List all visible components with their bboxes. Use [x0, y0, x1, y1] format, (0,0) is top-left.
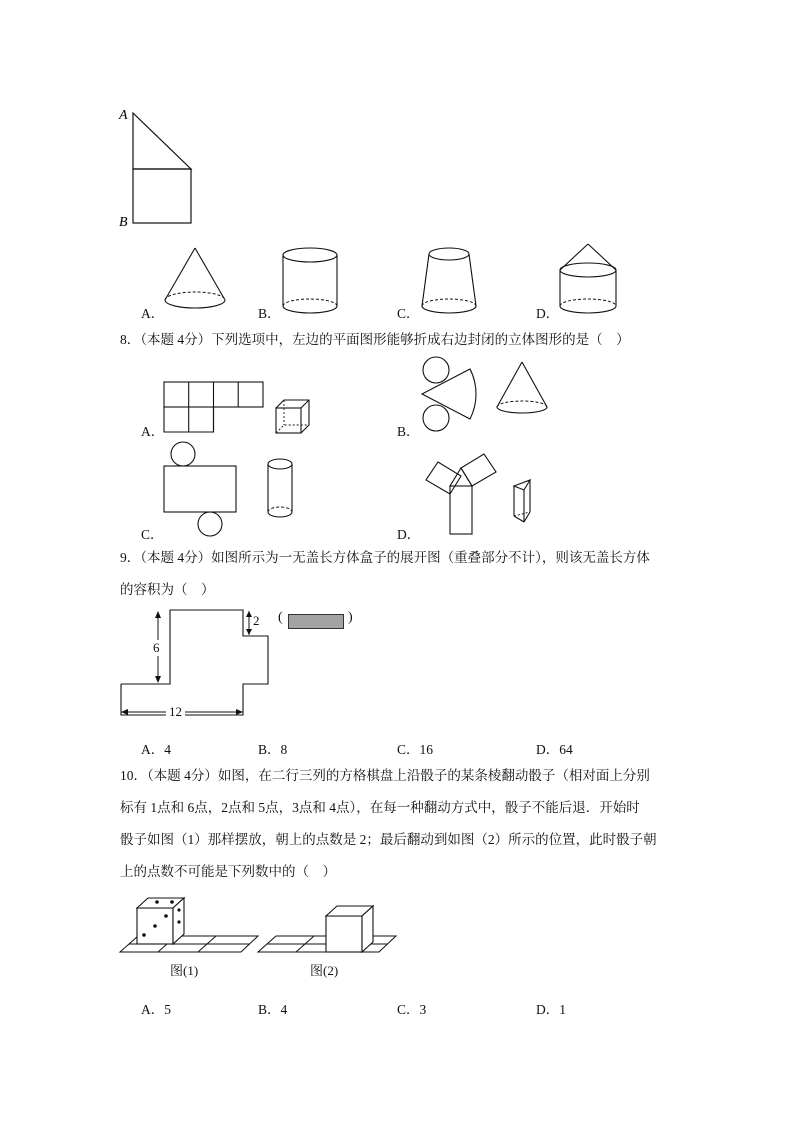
q9-redacted-box	[288, 614, 344, 629]
q7-option-a-cone	[160, 244, 230, 319]
q7-option-b-cylinder	[280, 246, 342, 321]
q9-option-d: D．64	[536, 742, 573, 757]
q9-paren-open: (	[278, 610, 283, 625]
q10-figure-2-board-dice	[256, 900, 406, 958]
q8-stem: 8．（本题 4分）下列选项中，左边的平面图形能够折成右边封闭的立体图形的是（ ）	[120, 332, 630, 347]
q8-option-c-label: C．	[141, 527, 164, 542]
q8-option-d-label: D．	[397, 527, 421, 542]
q8-option-a-cube-net	[163, 381, 265, 433]
q10-figure-1-board-dice	[118, 890, 263, 958]
q10-option-d: D．1	[536, 1002, 566, 1017]
q8-option-b-label: B．	[397, 424, 420, 439]
q9-option-b: B．8	[258, 742, 288, 757]
q10-stem-line2: 标有 1点和 6点，2点和 5点，3点和 4点），在每一种翻动方式中，骰子不能后退．开始时	[120, 800, 640, 815]
q7-triangle	[133, 113, 191, 169]
q7-option-d-label: D．	[536, 306, 560, 321]
q7-label-b: B	[119, 215, 128, 230]
q10-figure-2-caption: 图(2)	[310, 963, 339, 978]
q10-option-c: C．3	[397, 1002, 427, 1017]
q9-option-c: C．16	[397, 742, 434, 757]
q7-option-a-label: A．	[141, 306, 165, 321]
q8-option-b-cone	[494, 360, 550, 420]
q10-stem-line4: 上的点数不可能是下列数中的（ ）	[120, 864, 336, 879]
q10-option-b: B．4	[258, 1002, 288, 1017]
q9-dim-top: 2	[253, 613, 260, 628]
q8-option-b-cone-net	[416, 355, 496, 435]
q7-option-d-cone-cylinder	[556, 240, 622, 320]
q9-dim-left: 6	[153, 640, 160, 655]
q7-option-b-label: B．	[258, 306, 281, 321]
q10-option-a: A．5	[141, 1002, 171, 1017]
q10-figure-1-caption: 图(1)	[170, 963, 199, 978]
q8-option-a-cube	[274, 398, 314, 436]
q8-option-d-prism	[510, 476, 546, 526]
q7-label-a: A	[119, 108, 128, 123]
q8-option-c-cylinder	[266, 457, 296, 521]
q9-option-a: A．4	[141, 742, 171, 757]
q10-stem-line3: 骰子如图（1）那样摆放，朝上的点数是 2；最后翻动到如图（2）所示的位置，此时骰子朝	[120, 832, 657, 847]
q9-paren-close: )	[348, 610, 353, 625]
q9-stem-line1: 9．（本题 4分）如图所示为一无盖长方体盒子的展开图（重叠部分不计），则该无盖长方体	[120, 550, 650, 565]
q7-main-figure	[115, 105, 205, 230]
q9-dim-bottom: 12	[166, 704, 185, 720]
q7-option-c-frustum	[418, 244, 480, 319]
q8-option-c-cylinder-net	[160, 440, 240, 540]
q8-option-a-label: A．	[141, 424, 165, 439]
q9-stem-line2: 的容积为（ ）	[120, 582, 215, 597]
q10-stem-line1: 10．（本题 4分）如图，在二行三列的方格棋盘上沿骰子的某条棱翻动骰子（相对面上分别	[120, 768, 650, 783]
q8-option-d-prism-net	[418, 460, 504, 540]
q7-square	[133, 169, 191, 223]
q7-option-c-label: C．	[397, 306, 420, 321]
